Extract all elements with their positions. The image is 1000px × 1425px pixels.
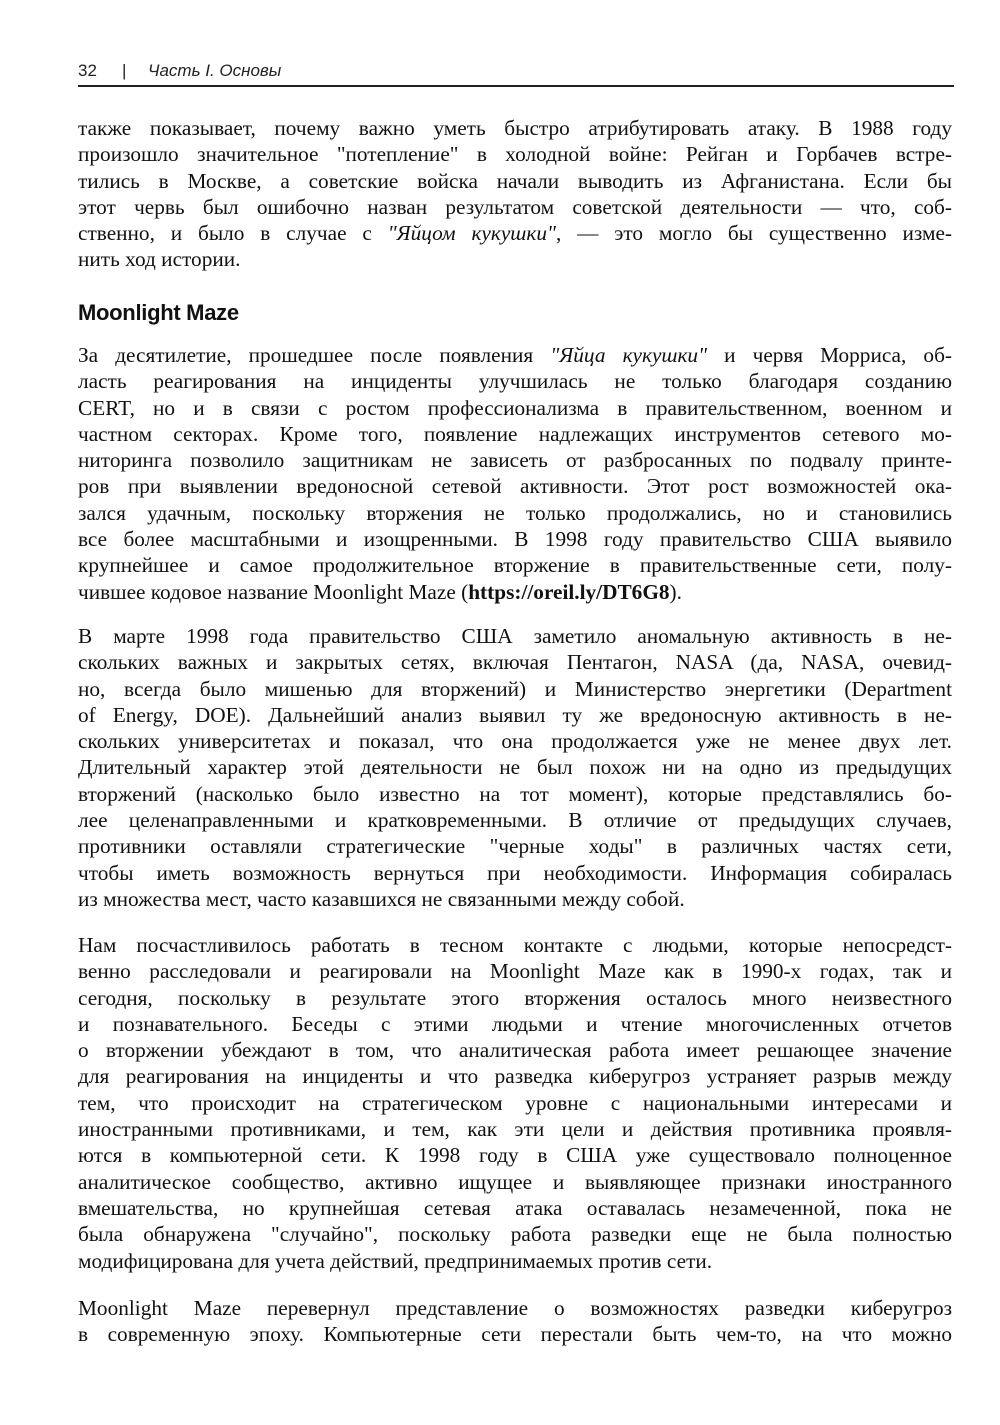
text-span: тем, что происходит на стратегическом уровне с национальными интересами и xyxy=(78,1090,952,1115)
text-span: частном секторах. Кроме того, появление надлежащих инструментов сетевого мо- xyxy=(78,421,952,446)
text-span: Moonlight Maze перевернул представление о возможностях разведки киберугроз xyxy=(78,1296,952,1320)
text-line xyxy=(78,1011,952,1037)
text-span: этот червь был ошибочно назван результатом советской деятельности — что, соб- xyxy=(78,194,952,219)
section-heading: Moonlight Maze xyxy=(78,300,239,325)
text-line xyxy=(78,1295,952,1321)
text-line xyxy=(78,833,952,859)
text-line xyxy=(78,1116,952,1142)
text-line xyxy=(78,168,952,194)
italic-title: "Яйца кукушки" xyxy=(550,343,708,367)
text-span: За десятилетие, прошедшее после появления xyxy=(78,343,551,367)
text-span: чтобы иметь возможность вернуться при необходимости. Информация собиралась xyxy=(78,860,952,885)
text-line xyxy=(78,1037,952,1063)
text-span: противники оставляли стратегические "черные ходы" в различных частях сети, xyxy=(78,834,952,859)
running-header xyxy=(78,58,952,84)
text-span: и познавательного. Беседы с этими людьми и чтение многочисленных отчетов xyxy=(78,1011,952,1036)
text-span: скольких университетах и показал, что она продолжается уже не менее двух лет. xyxy=(78,729,952,754)
paragraph xyxy=(78,115,952,273)
text-line xyxy=(78,1090,952,1116)
text-span: также показывает, почему важно уметь быстро атрибутировать атаку. В 1988 году xyxy=(78,116,952,140)
text-line xyxy=(78,1321,952,1347)
text-span: но, всегда было мишенью для вторжений) и Министерство энергетики (Department xyxy=(78,676,952,701)
text-span: вмешательства, но крупнейшая сетевая атака оставалась незамеченной, пока не xyxy=(78,1195,952,1220)
text-line xyxy=(78,115,952,141)
text-line xyxy=(78,1142,952,1168)
text-span: для реагирования на инциденты и что разведка киберугроз устраняет разрыв между xyxy=(78,1064,952,1089)
text-span: вторжений (насколько было известно на тот момент), которые представлялись бо- xyxy=(78,781,952,806)
text-line xyxy=(78,985,952,1011)
text-span: венно расследовали и реагировали на Moonlight Maze как в 1990-х годах, так и xyxy=(78,959,952,984)
text-span: of Energy, DOE). Дальнейший анализ выявил ту же вредоносную активность в не- xyxy=(78,702,952,727)
text-line xyxy=(78,395,952,421)
text-line xyxy=(78,368,952,394)
text-span: аналитическое сообщество, активно ищущее и выявляющее признаки иностранного xyxy=(78,1169,952,1194)
text-span: Длительный характер этой деятельности не был похож ни на одно из предыдущих xyxy=(78,755,952,780)
text-line xyxy=(78,1063,952,1089)
text-line xyxy=(78,860,952,886)
text-line xyxy=(78,728,952,754)
text-line xyxy=(78,526,952,552)
text-line xyxy=(78,623,952,649)
header-rule xyxy=(78,85,954,87)
header-separator: | xyxy=(122,61,127,80)
text-line xyxy=(78,220,952,246)
paragraph xyxy=(78,623,952,912)
text-span: ). xyxy=(669,579,682,604)
text-span: Нам посчастливилось работать в тесном контакте с людьми, которые непосредст- xyxy=(78,933,952,957)
paragraph xyxy=(78,342,952,605)
text-span: произошло значительное "потепление" в холодной войне: Рейган и Горбачев встре- xyxy=(78,142,952,167)
text-span: модифицирована для учета действий, предпринимаемых против сети. xyxy=(78,1248,713,1273)
chapter-title: Часть I. Основы xyxy=(148,61,282,80)
text-span: чившее кодовое название Moonlight Maze ( xyxy=(78,579,469,604)
url-link[interactable]: https://oreil.ly/DT6G8 xyxy=(468,579,670,604)
text-span: скольких важных и закрытых сетях, включая Пентагон, NASA (да, NASA, очевид- xyxy=(78,650,952,675)
text-line xyxy=(78,1195,952,1221)
text-line xyxy=(78,473,952,499)
text-line xyxy=(78,579,952,605)
paragraph xyxy=(78,1295,952,1348)
text-span: ются в компьютерной сети. К 1998 году в США уже существовало полноценное xyxy=(78,1143,952,1168)
text-span: ласть реагирования на инциденты улучшилась не только благодаря созданию xyxy=(78,369,952,394)
text-span: лее целенаправленными и кратковременными. В отличие от предыдущих случаев, xyxy=(78,808,952,833)
text-span: ственно, и было в случае с xyxy=(78,221,388,246)
text-line xyxy=(78,447,952,473)
text-line xyxy=(78,1221,952,1247)
text-span: ров при выявлении вредоносной сетевой активности. Этот рост возможностей ока- xyxy=(78,474,952,499)
text-line xyxy=(78,781,952,807)
text-span: , — это могло бы существенно изме- xyxy=(555,221,952,246)
text-line xyxy=(78,421,952,447)
text-span: зался удачным, поскольку вторжения не только продолжались, но и становились xyxy=(78,500,952,525)
text-span: сегодня, поскольку в результате этого вторжения осталось много неизвестного xyxy=(78,985,952,1010)
text-span: CERT, но и в связи с ростом профессионализма в правительственном, военном и xyxy=(78,395,952,420)
text-line xyxy=(78,1248,952,1274)
text-span: крупнейшее и самое продолжительное вторжение в правительственные сети, полу- xyxy=(78,553,952,578)
text-line xyxy=(78,1169,952,1195)
text-line xyxy=(78,500,952,526)
page-number: 32 xyxy=(78,61,97,80)
text-span: была обнаружена "случайно", поскольку работа разведки еще не была полностью xyxy=(78,1222,952,1247)
text-line xyxy=(78,958,952,984)
paragraph xyxy=(78,932,952,1274)
text-span: все более масштабными и изощренными. В 1998 году правительство США выявило xyxy=(78,527,952,552)
text-span: ниторинга позволило защитникам не зависеть от разбросанных по подвалу принте- xyxy=(78,448,952,473)
text-line xyxy=(78,702,952,728)
text-line xyxy=(78,676,952,702)
text-line xyxy=(78,194,952,220)
text-span: из множества мест, часто казавшихся не связанными между собой. xyxy=(78,886,685,911)
text-line xyxy=(78,246,952,272)
text-line xyxy=(78,552,952,578)
text-line xyxy=(78,342,952,368)
text-span: иностранными противниками, и тем, как эти цели и действия противника проявля- xyxy=(78,1117,952,1142)
text-line xyxy=(78,141,952,167)
text-span: и червя Морриса, об- xyxy=(707,343,952,367)
text-line xyxy=(78,886,952,912)
text-span: нить ход истории. xyxy=(78,247,241,272)
text-line xyxy=(78,649,952,675)
text-line xyxy=(78,754,952,780)
text-span: в современную эпоху. Компьютерные сети перестали быть чем-то, на что можно xyxy=(78,1322,952,1347)
text-span: тились в Москве, а советские войска начали выводить из Афганистана. Если бы xyxy=(78,168,952,193)
text-line xyxy=(78,807,952,833)
text-line xyxy=(78,932,952,958)
text-span: о вторжении убеждают в том, что аналитическая работа имеет решающее значение xyxy=(78,1038,952,1063)
italic-title: "Яйцом кукушки" xyxy=(387,221,556,246)
text-span: В марте 1998 года правительство США заметило аномальную активность в не- xyxy=(78,624,952,648)
